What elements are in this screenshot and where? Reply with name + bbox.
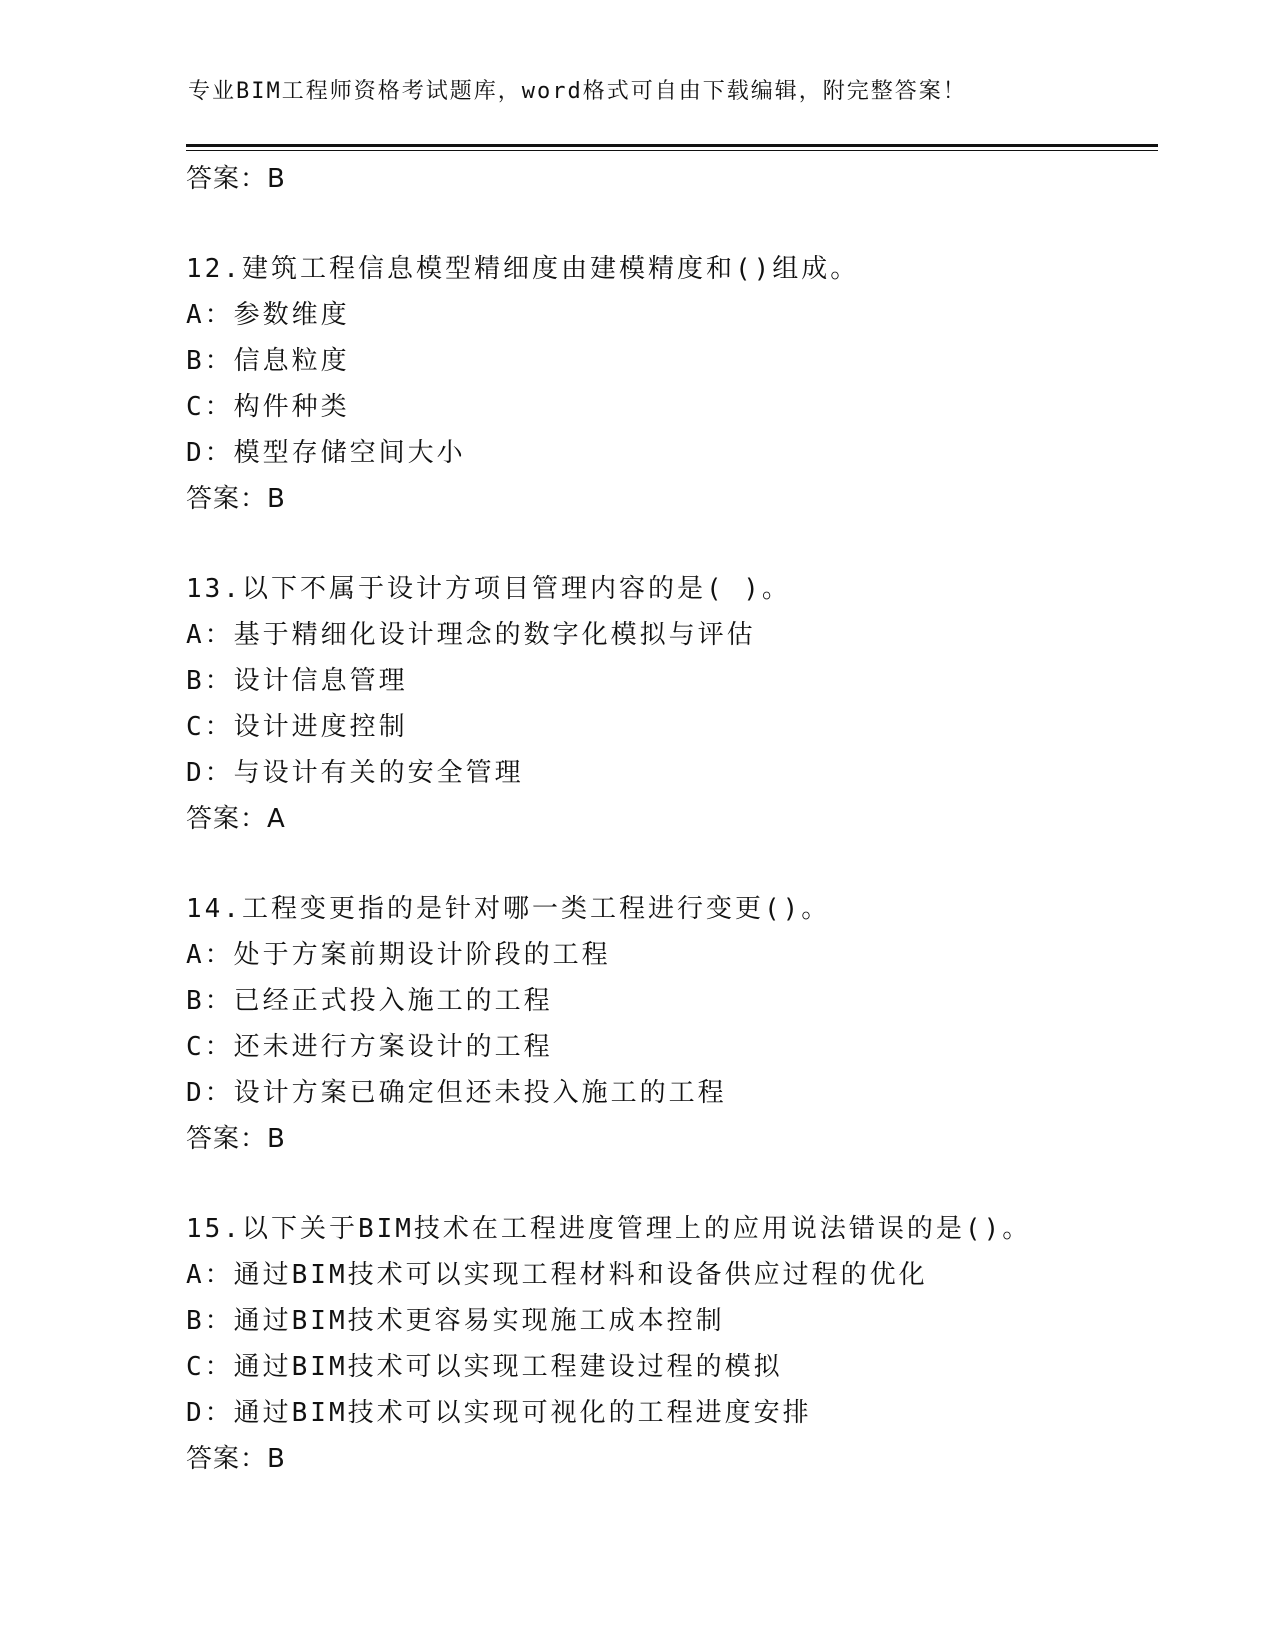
question-list [186,156,1166,1482]
question-12 [186,246,1166,522]
option-b: B：已经正式投入施工的工程 [186,986,553,1016]
page-header: 专业BIM工程师资格考试题库，word格式可自由下载编辑，附完整答案！ [188,79,967,104]
answer-line: 答案：B [186,1444,286,1474]
option-d: D：与设计有关的安全管理 [186,758,524,788]
option-a: A：处于方案前期设计阶段的工程 [186,940,611,970]
option-b: B：通过BIM技术更容易实现施工成本控制 [186,1306,725,1336]
answer-line: 答案：B [186,164,286,194]
question-title: 13.以下不属于设计方项目管理内容的是( )。 [186,574,791,604]
answer-line: 答案：A [186,804,286,834]
header-rule-thick [186,144,1158,147]
option-a: A：基于精细化设计理念的数字化模拟与评估 [186,620,756,650]
option-d: D：通过BIM技术可以实现可视化的工程进度安排 [186,1398,812,1428]
question-15 [186,1206,1166,1482]
question-14 [186,886,1166,1162]
header-rule-thin [186,150,1158,151]
option-c: C：还未进行方案设计的工程 [186,1032,553,1062]
question-title: 15.以下关于BIM技术在工程进度管理上的应用说法错误的是()。 [186,1214,1032,1244]
question-title: 14.工程变更指的是针对哪一类工程进行变更()。 [186,894,831,924]
option-d: D：设计方案已确定但还未投入施工的工程 [186,1078,727,1108]
option-b: B：信息粒度 [186,346,350,376]
option-b: B：设计信息管理 [186,666,408,696]
option-c: C：设计进度控制 [186,712,408,742]
question-13 [186,566,1166,842]
answer-line: 答案：B [186,484,286,514]
option-a: A：通过BIM技术可以实现工程材料和设备供应过程的优化 [186,1260,928,1290]
answer-line: 答案：B [186,1124,286,1154]
option-d: D：模型存储空间大小 [186,438,466,468]
question-title: 12.建筑工程信息模型精细度由建模精度和()组成。 [186,254,860,284]
option-a: A：参数维度 [186,300,350,330]
option-c: C：构件种类 [186,392,350,422]
option-c: C：通过BIM技术可以实现工程建设过程的模拟 [186,1352,783,1382]
